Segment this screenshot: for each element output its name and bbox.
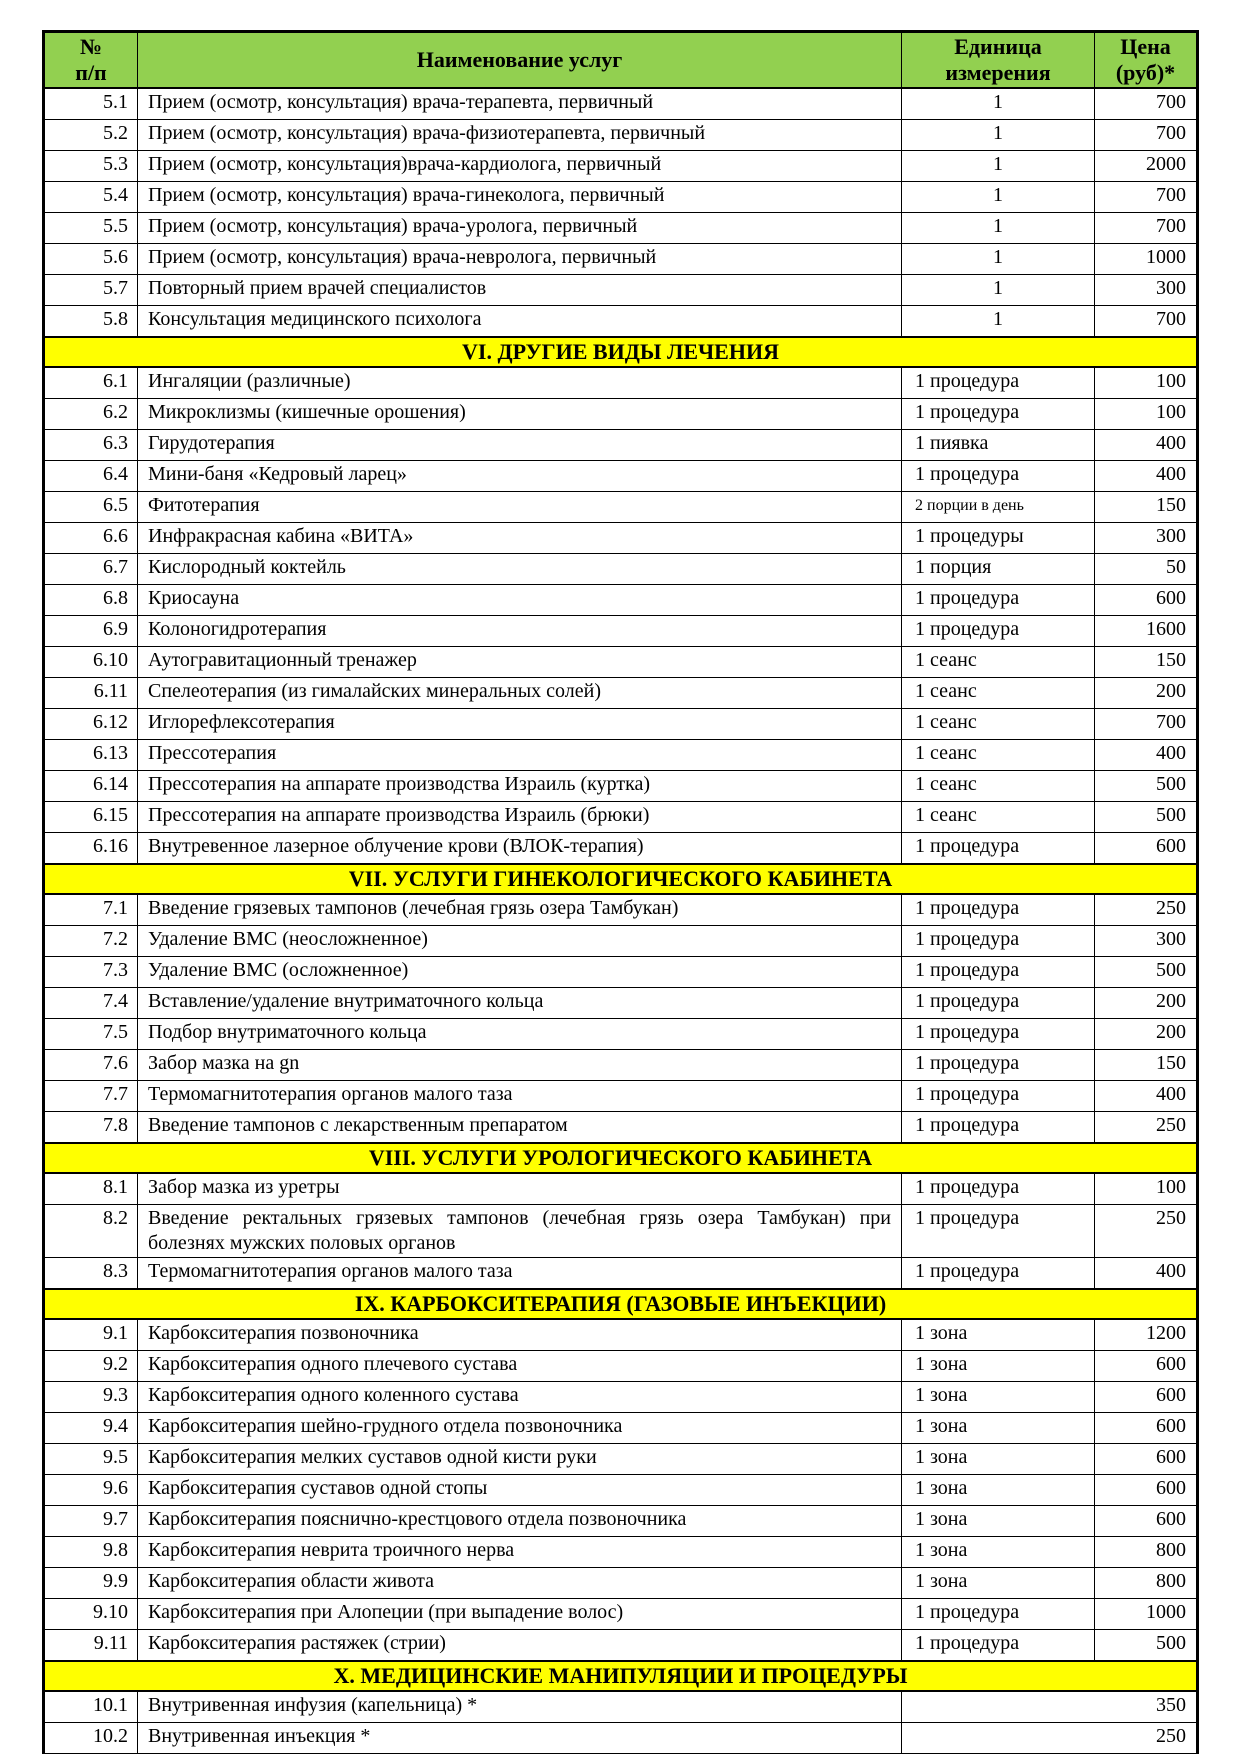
service-name-cell: Термомагнитотерапия органов малого таза <box>138 1081 902 1112</box>
table-row <box>44 554 1198 585</box>
row-number-cell: 6.4 <box>44 461 138 492</box>
price-cell: 400 <box>1095 1081 1198 1112</box>
price-cell: 700 <box>1095 709 1198 740</box>
table-row <box>44 926 1198 957</box>
service-name-cell: Вставление/удаление внутриматочного кольца <box>138 988 902 1019</box>
table-row <box>44 1112 1198 1144</box>
row-number-cell: 10.2 <box>44 1723 138 1754</box>
table-row <box>44 957 1198 988</box>
price-cell: 500 <box>1095 771 1198 802</box>
service-name-cell: Прием (осмотр, консультация) врача-гинеколога, первичный <box>138 182 902 213</box>
price-cell: 400 <box>1095 430 1198 461</box>
table-row <box>44 275 1198 306</box>
price-cell: 300 <box>1095 523 1198 554</box>
row-number-cell: 6.13 <box>44 740 138 771</box>
service-name-cell: Спелеотерапия (из гималайских минеральных солей) <box>138 678 902 709</box>
unit-cell: 1 <box>902 88 1095 120</box>
table-row <box>44 1506 1198 1537</box>
price-cell: 600 <box>1095 1413 1198 1444</box>
unit-cell: 1 сеанс <box>902 771 1095 802</box>
table-row <box>44 1630 1198 1662</box>
row-number-cell: 9.1 <box>44 1319 138 1351</box>
row-number-cell: 6.8 <box>44 585 138 616</box>
section-header-row <box>44 864 1198 894</box>
unit-cell: 1 процедура <box>902 399 1095 430</box>
price-cell: 400 <box>1095 740 1198 771</box>
unit-cell: 1 процедура <box>902 1050 1095 1081</box>
price-cell: 300 <box>1095 926 1198 957</box>
unit-cell: 1 процедура <box>902 616 1095 647</box>
price-cell: 150 <box>1095 1050 1198 1081</box>
unit-cell: 1 сеанс <box>902 678 1095 709</box>
row-number-cell: 5.5 <box>44 213 138 244</box>
row-number-cell: 9.11 <box>44 1630 138 1662</box>
service-name-cell: Иглорефлексотерапия <box>138 709 902 740</box>
unit-cell: 1 процедура <box>902 833 1095 865</box>
unit-cell: 1 процедура <box>902 1599 1095 1630</box>
unit-cell: 1 сеанс <box>902 647 1095 678</box>
section-title: VII. УСЛУГИ ГИНЕКОЛОГИЧЕСКОГО КАБИНЕТА <box>44 864 1198 894</box>
price-cell: 200 <box>1095 1019 1198 1050</box>
section-title: IX. КАРБОКСИТЕРАПИЯ (ГАЗОВЫЕ ИНЪЕКЦИИ) <box>44 1289 1198 1319</box>
service-name-cell: Прессотерапия на аппарате производства Израиль (брюки) <box>138 802 902 833</box>
unit-cell: 1 зона <box>902 1568 1095 1599</box>
price-cell: 600 <box>1095 1444 1198 1475</box>
price-cell: 600 <box>1095 1382 1198 1413</box>
table-row <box>44 1723 1198 1754</box>
table-row <box>44 771 1198 802</box>
unit-cell: 1 порция <box>902 554 1095 585</box>
row-number-cell: 5.7 <box>44 275 138 306</box>
table-row <box>44 1568 1198 1599</box>
price-cell: 600 <box>1095 1506 1198 1537</box>
row-number-cell: 6.6 <box>44 523 138 554</box>
service-name-cell: Забор мазка из уретры <box>138 1173 902 1205</box>
row-number-cell: 7.5 <box>44 1019 138 1050</box>
unit-cell: 1 процедура <box>902 1205 1095 1258</box>
row-number-cell: 6.7 <box>44 554 138 585</box>
table-row <box>44 802 1198 833</box>
column-header-price: Цена (руб)* <box>1095 32 1198 89</box>
service-name-cell: Забор мазка на gn <box>138 1050 902 1081</box>
service-name-cell: Карбокситерапия области живота <box>138 1568 902 1599</box>
price-cell: 1000 <box>1095 1599 1198 1630</box>
unit-cell: 1 зона <box>902 1319 1095 1351</box>
row-number-cell: 9.8 <box>44 1537 138 1568</box>
service-name-cell: Карбокситерапия суставов одной стопы <box>138 1475 902 1506</box>
row-number-cell: 9.10 <box>44 1599 138 1630</box>
unit-cell: 1 <box>902 306 1095 338</box>
service-name-cell: Подбор внутриматочного кольца <box>138 1019 902 1050</box>
price-cell: 700 <box>1095 120 1198 151</box>
row-number-cell: 8.1 <box>44 1173 138 1205</box>
price-cell: 50 <box>1095 554 1198 585</box>
unit-cell: 1 пиявка <box>902 430 1095 461</box>
row-number-cell: 9.7 <box>44 1506 138 1537</box>
service-name-cell: Прием (осмотр, консультация) врача-терапевта, первичный <box>138 88 902 120</box>
row-number-cell: 7.7 <box>44 1081 138 1112</box>
service-name-cell: Карбокситерапия одного коленного сустава <box>138 1382 902 1413</box>
service-name-cell: Термомагнитотерапия органов малого таза <box>138 1258 902 1290</box>
table-row <box>44 88 1198 120</box>
row-number-cell: 6.14 <box>44 771 138 802</box>
unit-cell: 2 порции в день <box>902 492 1095 523</box>
row-number-cell: 5.2 <box>44 120 138 151</box>
price-cell: 400 <box>1095 461 1198 492</box>
unit-cell: 1 <box>902 244 1095 275</box>
price-cell: 600 <box>1095 585 1198 616</box>
service-name-cell: Карбокситерапия пояснично-крестцового отдела позвоночника <box>138 1506 902 1537</box>
unit-cell: 1 сеанс <box>902 802 1095 833</box>
table-row <box>44 399 1198 430</box>
table-row <box>44 1382 1198 1413</box>
service-name-cell: Колоногидротерапия <box>138 616 902 647</box>
service-name-cell: Прием (осмотр, консультация)врача-кардиолога, первичный <box>138 151 902 182</box>
row-number-cell: 6.10 <box>44 647 138 678</box>
service-name-cell: Инфракрасная кабина «ВИТА» <box>138 523 902 554</box>
row-number-cell: 9.5 <box>44 1444 138 1475</box>
table-row <box>44 244 1198 275</box>
unit-cell: 1 процедура <box>902 585 1095 616</box>
unit-cell: 1 процедура <box>902 1081 1095 1112</box>
service-name-cell: Внутревенное лазерное облучение крови (ВЛОК-терапия) <box>138 833 902 865</box>
row-number-cell: 6.9 <box>44 616 138 647</box>
price-cell: 800 <box>1095 1568 1198 1599</box>
unit-cell: 1 <box>902 275 1095 306</box>
service-name-cell: Прессотерапия <box>138 740 902 771</box>
unit-cell: 1 сеанс <box>902 709 1095 740</box>
unit-cell: 1 зона <box>902 1351 1095 1382</box>
table-row <box>44 120 1198 151</box>
service-name-cell: Гирудотерапия <box>138 430 902 461</box>
header-row <box>44 32 1198 89</box>
row-number-cell: 5.8 <box>44 306 138 338</box>
service-name-cell: Прием (осмотр, консультация) врача-физиотерапевта, первичный <box>138 120 902 151</box>
table-row <box>44 523 1198 554</box>
service-name-cell: Ингаляции (различные) <box>138 367 902 399</box>
price-cell: 2000 <box>1095 151 1198 182</box>
table-row <box>44 492 1198 523</box>
column-header-name: Наименование услуг <box>138 32 902 89</box>
service-name-cell: Прессотерапия на аппарате производства Израиль (куртка) <box>138 771 902 802</box>
unit-cell: 1 процедура <box>902 367 1095 399</box>
unit-cell: 1 зона <box>902 1475 1095 1506</box>
column-header-unit: Единица измерения <box>902 32 1095 89</box>
price-cell: 600 <box>1095 1475 1198 1506</box>
table-row <box>44 1691 1198 1723</box>
unit-cell: 1 <box>902 151 1095 182</box>
row-number-cell: 6.11 <box>44 678 138 709</box>
row-number-cell: 8.3 <box>44 1258 138 1290</box>
unit-cell: 1 сеанс <box>902 740 1095 771</box>
table-row <box>44 182 1198 213</box>
table-header <box>44 32 1198 89</box>
service-name-cell: Карбокситерапия неврита троичного нерва <box>138 1537 902 1568</box>
price-cell: 700 <box>1095 88 1198 120</box>
table-row <box>44 1019 1198 1050</box>
service-name-cell: Аутогравитационный тренажер <box>138 647 902 678</box>
column-header-num: № п/п <box>44 32 138 89</box>
table-row <box>44 1258 1198 1290</box>
unit-cell: 1 процедура <box>902 1112 1095 1144</box>
unit-cell: 1 зона <box>902 1382 1095 1413</box>
price-cell: 150 <box>1095 647 1198 678</box>
service-name-cell: Криосауна <box>138 585 902 616</box>
row-number-cell: 5.1 <box>44 88 138 120</box>
row-number-cell: 6.2 <box>44 399 138 430</box>
price-cell: 1000 <box>1095 244 1198 275</box>
table-row <box>44 1050 1198 1081</box>
unit-cell: 1 процедура <box>902 461 1095 492</box>
table-row <box>44 833 1198 865</box>
row-number-cell: 7.4 <box>44 988 138 1019</box>
section-header-row <box>44 337 1198 367</box>
unit-cell: 1 процедура <box>902 1173 1095 1205</box>
table-row <box>44 1475 1198 1506</box>
service-name-cell: Фитотерапия <box>138 492 902 523</box>
section-header-row <box>44 1661 1198 1691</box>
service-name-cell: Кислородный коктейль <box>138 554 902 585</box>
row-number-cell: 9.3 <box>44 1382 138 1413</box>
table-row <box>44 1599 1198 1630</box>
table-row <box>44 740 1198 771</box>
table-row <box>44 1413 1198 1444</box>
price-cell: 700 <box>1095 306 1198 338</box>
row-number-cell: 7.6 <box>44 1050 138 1081</box>
price-cell: 100 <box>1095 399 1198 430</box>
price-cell: 500 <box>1095 1630 1198 1662</box>
price-cell: 350 <box>902 1691 1198 1723</box>
price-cell: 600 <box>1095 833 1198 865</box>
service-name-cell: Карбокситерапия одного плечевого сустава <box>138 1351 902 1382</box>
service-name-cell: Введение ректальных грязевых тампонов (лечебная грязь озера Тамбукан) при болезнях мужских половых органов <box>138 1205 902 1258</box>
service-name-cell: Удаление ВМС (осложненное) <box>138 957 902 988</box>
service-name-cell: Карбокситерапия растяжек (стрии) <box>138 1630 902 1662</box>
unit-cell: 1 процедура <box>902 1630 1095 1662</box>
row-number-cell: 6.12 <box>44 709 138 740</box>
service-name-cell: Введение тампонов с лекарственным препаратом <box>138 1112 902 1144</box>
unit-cell: 1 процедура <box>902 1258 1095 1290</box>
row-number-cell: 6.15 <box>44 802 138 833</box>
unit-cell: 1 процедура <box>902 957 1095 988</box>
unit-cell: 1 зона <box>902 1506 1095 1537</box>
table-row <box>44 1081 1198 1112</box>
table-row <box>44 213 1198 244</box>
row-number-cell: 7.2 <box>44 926 138 957</box>
table-row <box>44 616 1198 647</box>
table-row <box>44 1444 1198 1475</box>
row-number-cell: 6.1 <box>44 367 138 399</box>
unit-cell: 1 процедура <box>902 1019 1095 1050</box>
row-number-cell: 6.3 <box>44 430 138 461</box>
table-row <box>44 988 1198 1019</box>
table-row <box>44 1173 1198 1205</box>
table-row <box>44 647 1198 678</box>
price-cell: 800 <box>1095 1537 1198 1568</box>
price-cell: 500 <box>1095 957 1198 988</box>
row-number-cell: 6.16 <box>44 833 138 865</box>
row-number-cell: 7.1 <box>44 894 138 926</box>
price-cell: 250 <box>1095 1205 1198 1258</box>
price-cell: 700 <box>1095 213 1198 244</box>
table-row <box>44 461 1198 492</box>
price-cell: 250 <box>1095 1112 1198 1144</box>
table-row <box>44 894 1198 926</box>
row-number-cell: 8.2 <box>44 1205 138 1258</box>
row-number-cell: 5.6 <box>44 244 138 275</box>
service-name-cell: Карбокситерапия позвоночника <box>138 1319 902 1351</box>
table-row <box>44 1205 1198 1258</box>
unit-cell: 1 <box>902 120 1095 151</box>
row-number-cell: 9.4 <box>44 1413 138 1444</box>
table-row <box>44 585 1198 616</box>
unit-cell: 1 зона <box>902 1413 1095 1444</box>
service-name-cell: Консультация медицинского психолога <box>138 306 902 338</box>
price-cell: 100 <box>1095 367 1198 399</box>
section-title: VI. ДРУГИЕ ВИДЫ ЛЕЧЕНИЯ <box>44 337 1198 367</box>
price-cell: 1200 <box>1095 1319 1198 1351</box>
row-number-cell: 9.9 <box>44 1568 138 1599</box>
service-name-cell: Микроклизмы (кишечные орошения) <box>138 399 902 430</box>
service-name-cell: Прием (осмотр, консультация) врача-уролога, первичный <box>138 213 902 244</box>
price-cell: 700 <box>1095 182 1198 213</box>
service-name-cell: Карбокситерапия при Алопеции (при выпадение волос) <box>138 1599 902 1630</box>
price-cell: 300 <box>1095 275 1198 306</box>
price-cell: 500 <box>1095 802 1198 833</box>
service-name-cell: Карбокситерапия мелких суставов одной кисти руки <box>138 1444 902 1475</box>
unit-cell: 1 <box>902 213 1095 244</box>
price-cell: 200 <box>1095 678 1198 709</box>
table-row <box>44 151 1198 182</box>
table-row <box>44 678 1198 709</box>
unit-cell: 1 процедура <box>902 894 1095 926</box>
table-row <box>44 306 1198 338</box>
price-table <box>42 30 1199 1754</box>
price-cell: 250 <box>1095 894 1198 926</box>
section-header-row <box>44 1143 1198 1173</box>
service-name-cell: Карбокситерапия шейно-грудного отдела позвоночника <box>138 1413 902 1444</box>
unit-cell: 1 процедуры <box>902 523 1095 554</box>
table-body <box>44 88 1198 1754</box>
price-cell: 100 <box>1095 1173 1198 1205</box>
service-name-cell: Внутривенная инъекция * <box>138 1723 902 1754</box>
row-number-cell: 7.8 <box>44 1112 138 1144</box>
service-name-cell: Введение грязевых тампонов (лечебная грязь озера Тамбукан) <box>138 894 902 926</box>
section-title: VIII. УСЛУГИ УРОЛОГИЧЕСКОГО КАБИНЕТА <box>44 1143 1198 1173</box>
row-number-cell: 5.3 <box>44 151 138 182</box>
row-number-cell: 5.4 <box>44 182 138 213</box>
row-number-cell: 10.1 <box>44 1691 138 1723</box>
service-name-cell: Прием (осмотр, консультация) врача-невролога, первичный <box>138 244 902 275</box>
unit-cell: 1 процедура <box>902 988 1095 1019</box>
service-name-cell: Внутривенная инфузия (капельница) * <box>138 1691 902 1723</box>
service-name-cell: Повторный прием врачей специалистов <box>138 275 902 306</box>
table-row <box>44 367 1198 399</box>
service-name-cell: Мини-баня «Кедровый ларец» <box>138 461 902 492</box>
row-number-cell: 7.3 <box>44 957 138 988</box>
table-row <box>44 1537 1198 1568</box>
unit-cell: 1 <box>902 182 1095 213</box>
price-cell: 400 <box>1095 1258 1198 1290</box>
table-row <box>44 430 1198 461</box>
service-name-cell: Удаление ВМС (неосложненное) <box>138 926 902 957</box>
row-number-cell: 6.5 <box>44 492 138 523</box>
price-cell: 1600 <box>1095 616 1198 647</box>
section-header-row <box>44 1289 1198 1319</box>
table-row <box>44 1319 1198 1351</box>
price-cell: 600 <box>1095 1351 1198 1382</box>
price-cell: 150 <box>1095 492 1198 523</box>
section-title: X. МЕДИЦИНСКИЕ МАНИПУЛЯЦИИ И ПРОЦЕДУРЫ <box>44 1661 1198 1691</box>
unit-cell: 1 процедура <box>902 926 1095 957</box>
row-number-cell: 9.2 <box>44 1351 138 1382</box>
table-row <box>44 709 1198 740</box>
price-cell: 250 <box>902 1723 1198 1754</box>
unit-cell: 1 зона <box>902 1537 1095 1568</box>
row-number-cell: 9.6 <box>44 1475 138 1506</box>
unit-cell: 1 зона <box>902 1444 1095 1475</box>
price-cell: 200 <box>1095 988 1198 1019</box>
table-row <box>44 1351 1198 1382</box>
